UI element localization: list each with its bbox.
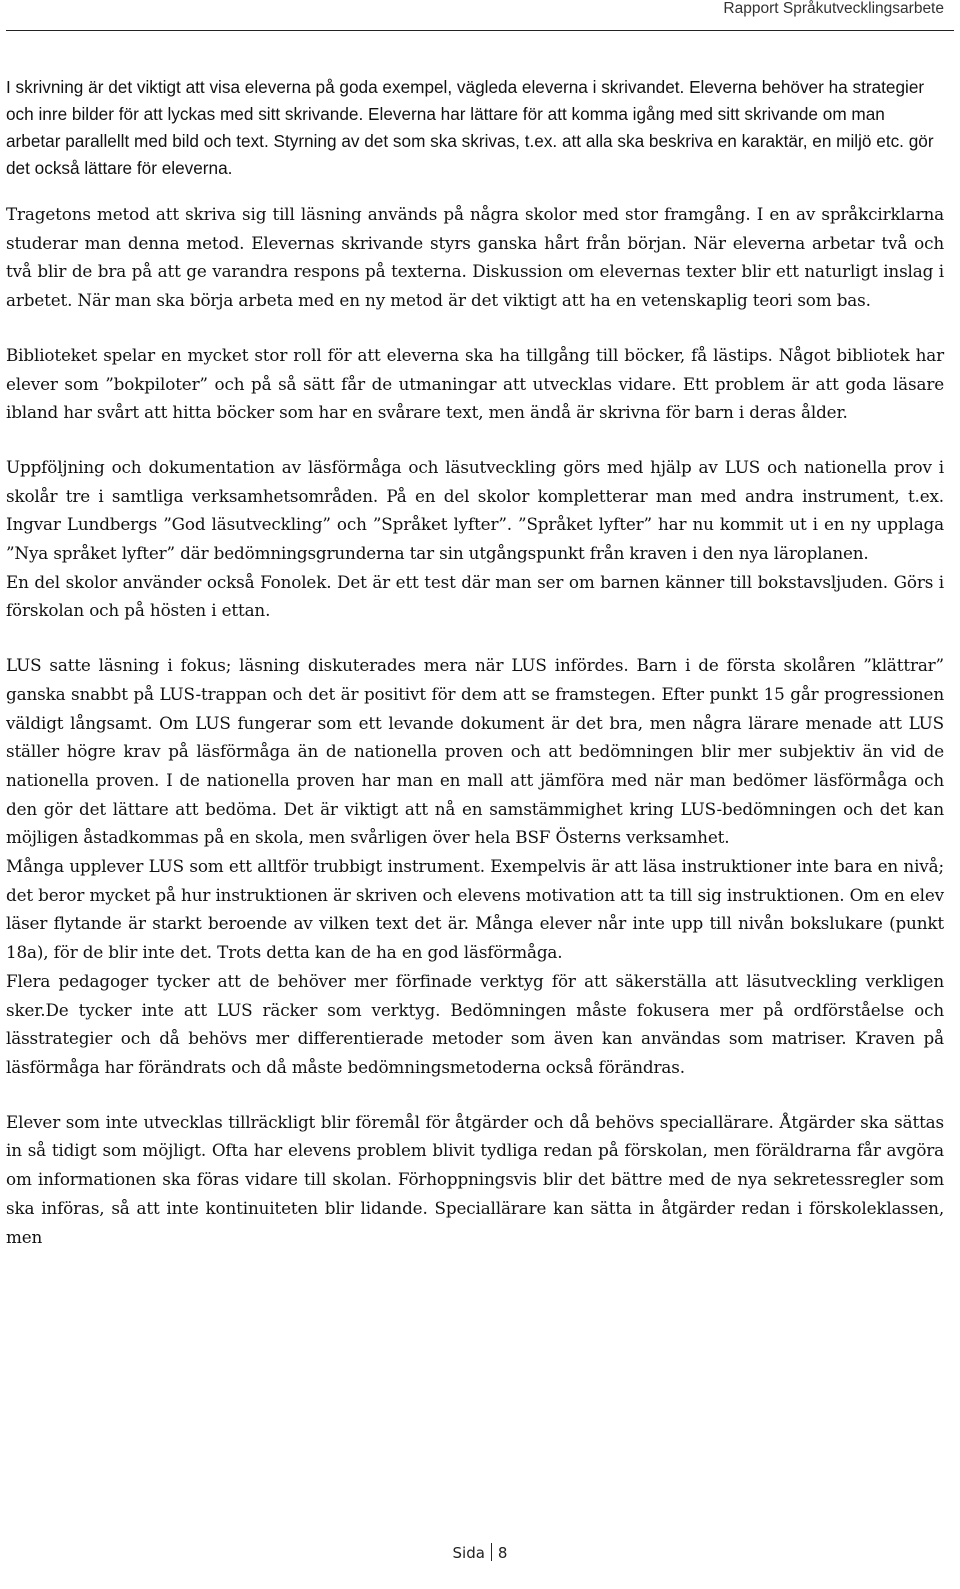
paragraph-followup: Uppföljning och dokumentation av läsförmåga och läsutveckling görs med hjälp av LUS och nationella prov i skolår tre i samtliga verksamhetsområden. På en del skolor kompletterar man med andra instrument, t.ex. Ingvar Lundbergs ”God läsutveckling” och ”Språket lyfter”. ”Språket lyfter” har nu kommit ut i en ny upplaga ”Nya språket lyfter” där bedömningsgrunderna tar sin utgångspunkt från kraven i den nya läroplanen. xyxy=(6,456,944,564)
paragraph-lus-blunt: Många upplever LUS som ett alltför trubbigt instrument. Exempelvis är att läsa instruktioner inte bara en nivå; det beror mycket på hur instruktionen är skriven och elevens motivation att ta till sig instruktionen. Om en elev läser flytande är starkt beroende av vilken text det är. Många elever når inte upp till nivån bokslukare (punkt 18a), för de blir inte det. Trots detta kan de ha en god läsförmåga. xyxy=(6,856,944,963)
paragraph-writing: I skrivning är det viktigt att visa eleverna på goda exempel, vägleda eleverna i skrivandet. Eleverna behöver ha strategier och inre bilder för att lyckas med sitt skrivande. Eleverna har lättare för att komma igång med sitt skrivande om man arbetar parallellt med bild och text. Styrning av det som ska skrivas, t.ex. att alla ska beskriva en karaktär, en miljö etc. gör det också lättare för eleverna. xyxy=(6,77,934,178)
paragraph-library: Biblioteket spelar en mycket stor roll för att eleverna ska ha tillgång till böcker, få lästips. Något bibliotek har elever som ”bokpiloter” och på så sätt får de utmaningar att utvecklas vidare. Ett problem är att goda läsare ibland har svårt att hitta böcker som har en svårare text, men ändå är skrivna för barn i deras ålder. xyxy=(6,344,944,423)
page-footer xyxy=(0,1543,960,1562)
footer-separator xyxy=(491,1543,492,1561)
header-divider xyxy=(6,30,954,31)
paragraph-tools: Flera pedagoger tycker att de behöver mer förfinade verktyg för att säkerställa att läsutveckling verkligen sker.De tycker inte att LUS räcker som verktyg. Bedömningen måste fokusera mer på ordförståelse och lässtrategier och då behövs mer differentierade metoder som även kan användas som matriser. Kraven på läsförmåga har förändrats och då måste bedömningsmetoderna också förändras. xyxy=(6,970,944,1077)
page-header xyxy=(0,0,960,34)
paragraph-trageton: Tragetons metod att skriva sig till läsning används på några skolor med stor framgång. I en av språkcirklarna studerar man denna metod. Elevernas skrivande styrs ganska hårt från början. När eleverna arbetar två och två blir de bra på att ge varandra respons på texterna. Diskussion om elevernas texter blir ett naturligt inslag i arbetet. När man ska börja arbeta med en ny metod är det viktigt att ha en vetenskaplig teori som bas. xyxy=(6,204,944,311)
page-label: Sida xyxy=(452,1544,485,1562)
paragraph-special-education: Elever som inte utvecklas tillräckligt blir föremål för åtgärder och då behövs speciallärare. Åtgärder ska sättas in så tidigt som möjligt. Ofta har elevens problem blivit tydliga redan på förskolan, men föräldrarna får avgöra om informationen ska föras vidare till skolan. Förhoppningsvis blir det bättre med de nya sekretessregler som ska införas, så att inte kontinuiteten blir lidande. Speciallärare kan sätta in åtgärder redan i förskoleklassen, men xyxy=(6,1111,944,1247)
page-body xyxy=(6,74,944,1251)
paragraph-fonolek: En del skolor använder också Fonolek. Det är ett test där man ser om barnen känner till bokstavsljuden. Görs i förskolan och på hösten i ettan. xyxy=(6,571,944,621)
document-title: Rapport Språkutvecklingsarbete xyxy=(723,0,944,17)
page-number: 8 xyxy=(497,1544,508,1562)
paragraph-lus-focus: LUS satte läsning i fokus; läsning diskuterades mera när LUS infördes. Barn i de första skolåren ”klättrar” ganska snabbt på LUS-trappan och det är positivt för dem att se framstegen. Efter punkt 15 går progressionen väldigt långsamt. Om LUS fungerar som ett levande dokument är det bra, men några lärare menade att LUS ställer högre krav på läsförmåga än de nationella proven och att bedömningen blir mer subjektiv än vid de nationella proven. I de nationella proven har man en mall att jämföra med när man bedömer läsförmåga och den gör det lättare att bedöma. Det är viktigt att nå en samstämmighet kring LUS-bedömningen och det kan möjligen åstadkommas på en skola, men svårligen över hela BSF Österns verksamhet. xyxy=(6,655,944,848)
